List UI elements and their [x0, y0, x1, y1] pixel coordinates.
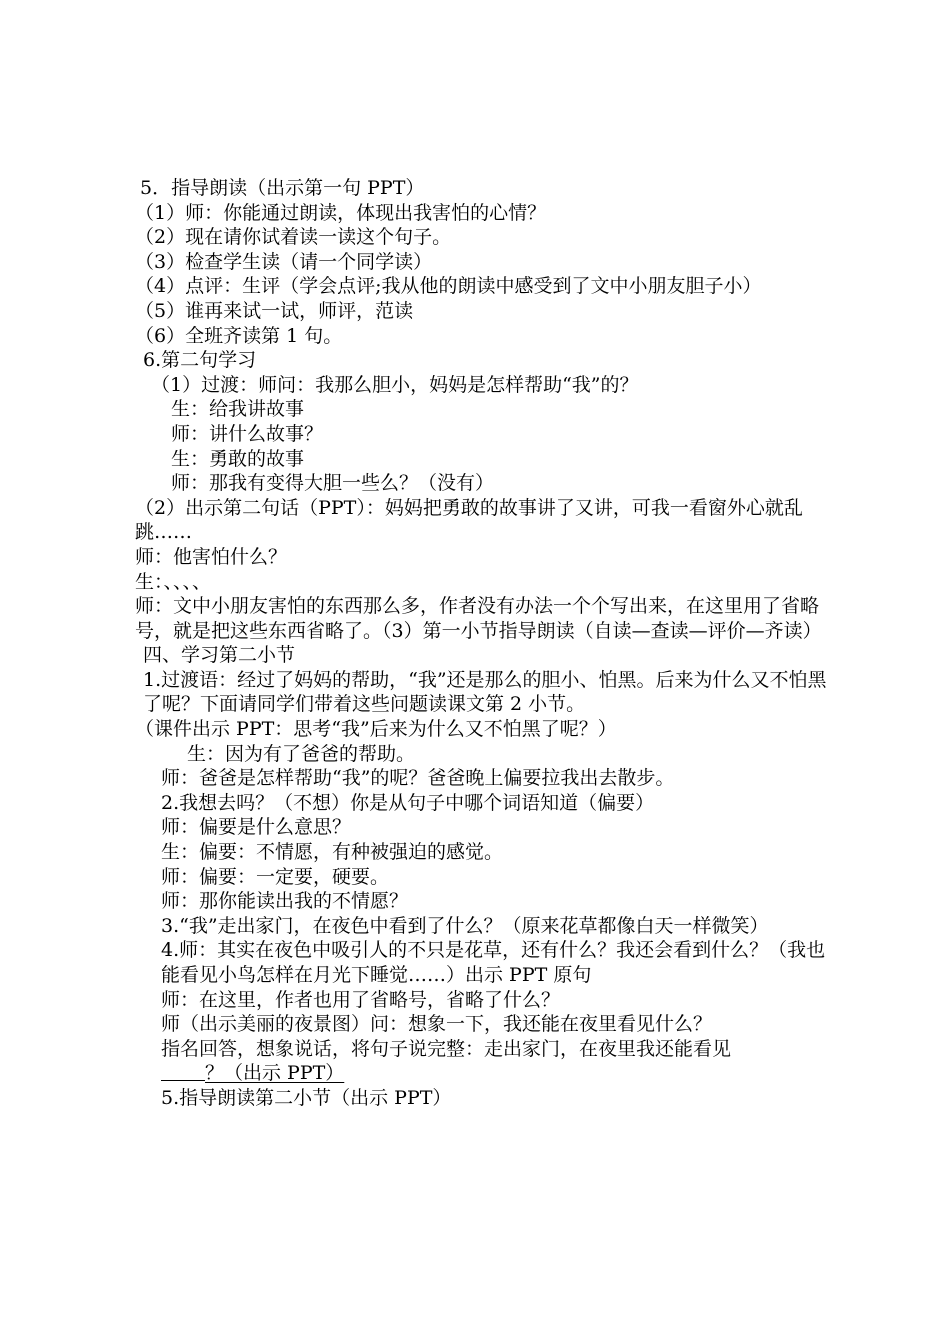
- paragraph-line: 师：那你能读出我的不情愿？: [161, 890, 409, 913]
- paragraph-line: 5．指导朗读（出示第一句 PPT）: [140, 177, 425, 199]
- paragraph-line: 生：给我讲故事: [171, 398, 305, 421]
- paragraph-line: （1）师：你能通过朗读，体现出我害怕的心情？: [135, 201, 547, 224]
- paragraph-list: [135, 176, 835, 1061]
- fill-in-text: ？（出示 PPT）: [205, 1062, 345, 1085]
- paragraph-line: 生：偏要：不情愿，有种被强迫的感觉。: [161, 841, 504, 864]
- paragraph-line: 生：勇敢的故事: [171, 447, 305, 470]
- last-paragraph: 5.指导朗读第二小节（出示 PPT）: [161, 1086, 452, 1109]
- paragraph-line: 师：文中小朋友害怕的东西那么多，作者没有办法一个个写出来，在这里用了省略号，就是把这些东西省略了。（3）第一小节指导朗读（自读—查读—评价—齐读）: [135, 595, 822, 642]
- paragraph-line: （6）全班齐读第 1 句。: [135, 324, 343, 347]
- paragraph-line: 师：那我有变得大胆一些么？（没有）: [171, 472, 495, 495]
- paragraph-line: （5）谁再来试一试，师评，范读: [135, 299, 414, 322]
- paragraph-line: 3.“我”走出家门，在夜色中看到了什么？（原来花草都像白天一样微笑）: [161, 914, 769, 937]
- paragraph-line: 师：偏要：一定要，硬要。: [161, 865, 390, 888]
- paragraph-line: 师：他害怕什么？: [135, 545, 288, 568]
- fill-in-underlined-text: [161, 1062, 344, 1084]
- paragraph-line: 1.过渡语：经过了妈妈的帮助，“我”还是那么的胆小、怕黑。后来为什么又不怕黑了呢？下面请同学们带着这些问题读课文第 2 小节。: [143, 668, 827, 716]
- paragraph-line: 师：爸爸是怎样帮助“我”的呢？爸爸晚上偏要拉我出去散步。: [161, 767, 675, 790]
- paragraph-line: （4）点评：生评（学会点评;我从他的朗读中感受到了文中小朋友胆子小）: [135, 275, 762, 298]
- paragraph-line: 师（出示美丽的夜景图）问：想象一下，我还能在夜里看见什么？: [161, 1013, 713, 1036]
- paragraph-line: （2）现在请你试着读一读这个句子。: [135, 226, 452, 249]
- fill-in-blank: [161, 1062, 205, 1081]
- paragraph-line: 师：偏要是什么意思？: [161, 816, 352, 839]
- paragraph-line: 师：讲什么故事？: [171, 422, 324, 445]
- paragraph-line: 生：因为有了爸爸的帮助。: [187, 742, 416, 765]
- paragraph-line: 四、学习第二小节: [143, 644, 296, 667]
- paragraph-line: 指名回答，想象说话，将句子说完整：走出家门，在夜里我还能看见: [161, 1037, 732, 1060]
- paragraph-line: 4.师：其实在夜色中吸引人的不只是花草，还有什么？我还会看到什么？（我也能看见小鸟怎样在月光下睡觉……）出示 PPT 原句: [161, 939, 826, 986]
- paragraph-line: （课件出示 PPT：思考“我”后来为什么又不怕黑了呢？）: [135, 718, 617, 741]
- paragraph-line: （2）出示第二句话（PPT）：妈妈把勇敢的故事讲了又讲，可我一看窗外心就乱跳……: [135, 496, 803, 544]
- document-body: [135, 176, 835, 1111]
- paragraph-line: 师：在这里，作者也用了省略号，省略了什么？: [161, 988, 561, 1011]
- paragraph-line: 2.我想去吗？（不想）你是从句子中哪个词语知道（偏要）: [161, 791, 655, 814]
- paragraph-line: （1）过渡：师问：我那么胆小，妈妈是怎样帮助“我”的？: [151, 373, 639, 396]
- paragraph-line: 6.第二句学习: [143, 349, 257, 372]
- fill-in-line: [135, 1061, 835, 1086]
- paragraph-line: （3）检查学生读（请一个同学读）: [135, 250, 433, 273]
- paragraph-line: 生：、、、、: [135, 570, 212, 593]
